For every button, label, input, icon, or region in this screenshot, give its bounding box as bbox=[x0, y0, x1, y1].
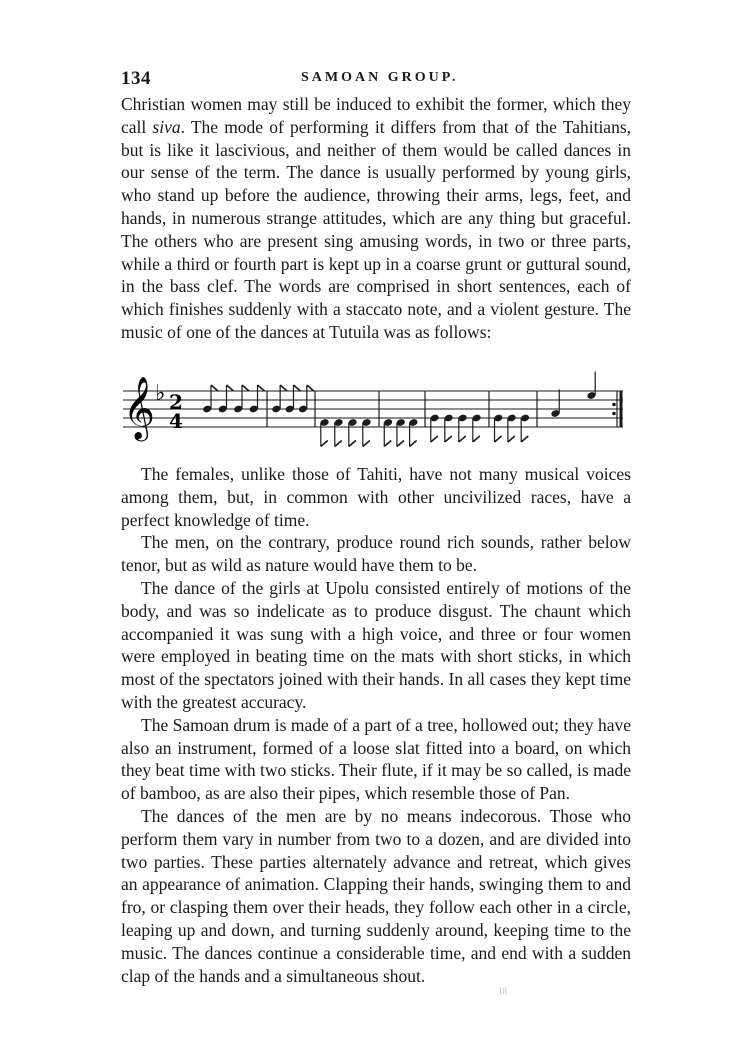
music-example bbox=[121, 360, 631, 450]
paragraph-females: The females, unlike those of Tahiti, have not many musical voices among them, but, in common with other uncivilized races, have a perfect knowledge of time. bbox=[121, 464, 631, 530]
note-flag bbox=[384, 441, 391, 447]
note-flag bbox=[321, 441, 328, 447]
note-flag bbox=[363, 441, 370, 447]
music-staff bbox=[121, 360, 631, 450]
note-flag bbox=[495, 436, 502, 442]
body-text bbox=[121, 463, 631, 987]
note-flag bbox=[258, 385, 265, 391]
flat-key-signature-icon: ♭ bbox=[155, 381, 166, 406]
intro-paragraph bbox=[121, 93, 631, 344]
intro-text-after: . The mode of performing it differs from that of the Tahitians, but is like it lascivious, and neither of them would be called dances in our sense of the term. The dance is usually performed by young girls, who stand up before the audience, throwing their arms, legs, feet, and hands, in numerous strange attitudes, which are any thing but graceful. The others who are present sing amusing words, in two or three parts, while a third or fourth part is kept up in a coarse grunt or guttural sound, in the bass clef. The words are comprised in short sentences, each of which finishes suddenly with a staccato note, and a violent gesture. The music of one of the dances at Tutuila was as follows: bbox=[121, 116, 632, 342]
note-flag bbox=[521, 436, 528, 442]
note-flag bbox=[397, 441, 404, 447]
note-flag bbox=[508, 436, 515, 442]
intro-text-before: Christian women may still be induced to exhibit the former, which they call bbox=[121, 94, 631, 137]
staff-lines bbox=[123, 391, 623, 427]
note-flag bbox=[473, 436, 480, 442]
time-signature-top: 2 bbox=[169, 390, 183, 414]
paragraph-men: The men, on the contrary, produce round rich sounds, rather below tenor, but as wild as nature would have them to be. bbox=[121, 532, 631, 576]
paragraph-drum: The Samoan drum is made of a part of a tree, hollowed out; they have also an instrument, formed of a loose slat fitted into a board, on which they beat time with two sticks. Their flute, if it may be so called, is made of bamboo, as are also their pipes, which resemble those of Pan. bbox=[121, 714, 631, 804]
signature-mark: 18 bbox=[498, 986, 507, 996]
note-flag bbox=[293, 385, 300, 391]
note-flag bbox=[431, 436, 438, 442]
repeat-dot bbox=[612, 403, 616, 407]
note-flag bbox=[349, 441, 356, 447]
page-number: 134 bbox=[121, 68, 151, 89]
note-flag bbox=[280, 385, 287, 391]
repeat-dot bbox=[612, 412, 616, 416]
paragraph-upolu-dance: The dance of the girls at Upolu consisted entirely of motions of the body, and was so indelicate as to produce disgust. The chaunt which accompanied it was sung with a high voice, and three or four women were employed in beating time on the mats with short sticks, in which most of the spectators joined with their hands. In all cases they kept time with the greatest accuracy. bbox=[121, 577, 631, 712]
running-title: SAMOAN GROUP. bbox=[301, 70, 459, 85]
note-flag bbox=[227, 385, 234, 391]
note-flag bbox=[211, 385, 218, 391]
note-flag bbox=[307, 385, 314, 391]
time-signature-bottom: 4 bbox=[169, 409, 183, 433]
note-flag bbox=[459, 436, 466, 442]
paragraph-men-dances: The dances of the men are by no means indecorous. Those who perform them vary in number from two to a dozen, and are divided into two parties. These parties alternately advance and retreat, which gives an appearance of animation. Clapping their hands, swinging them to and fro, or clasping them over their heads, they follow each other in a circle, leaping up and down, and turning suddenly around, keeping time to the music. The dances continue a considerable time, and end with a sudden clap of the hands and a simultaneous shout. bbox=[121, 805, 631, 986]
note-flag bbox=[410, 441, 417, 447]
running-head bbox=[121, 68, 641, 96]
siva-term: siva bbox=[152, 116, 181, 137]
intro-text bbox=[121, 93, 631, 344]
note-flag bbox=[445, 436, 452, 442]
note-flag bbox=[335, 441, 342, 447]
treble-clef-icon: 𝄞 bbox=[123, 376, 155, 439]
note-flag bbox=[242, 385, 249, 391]
